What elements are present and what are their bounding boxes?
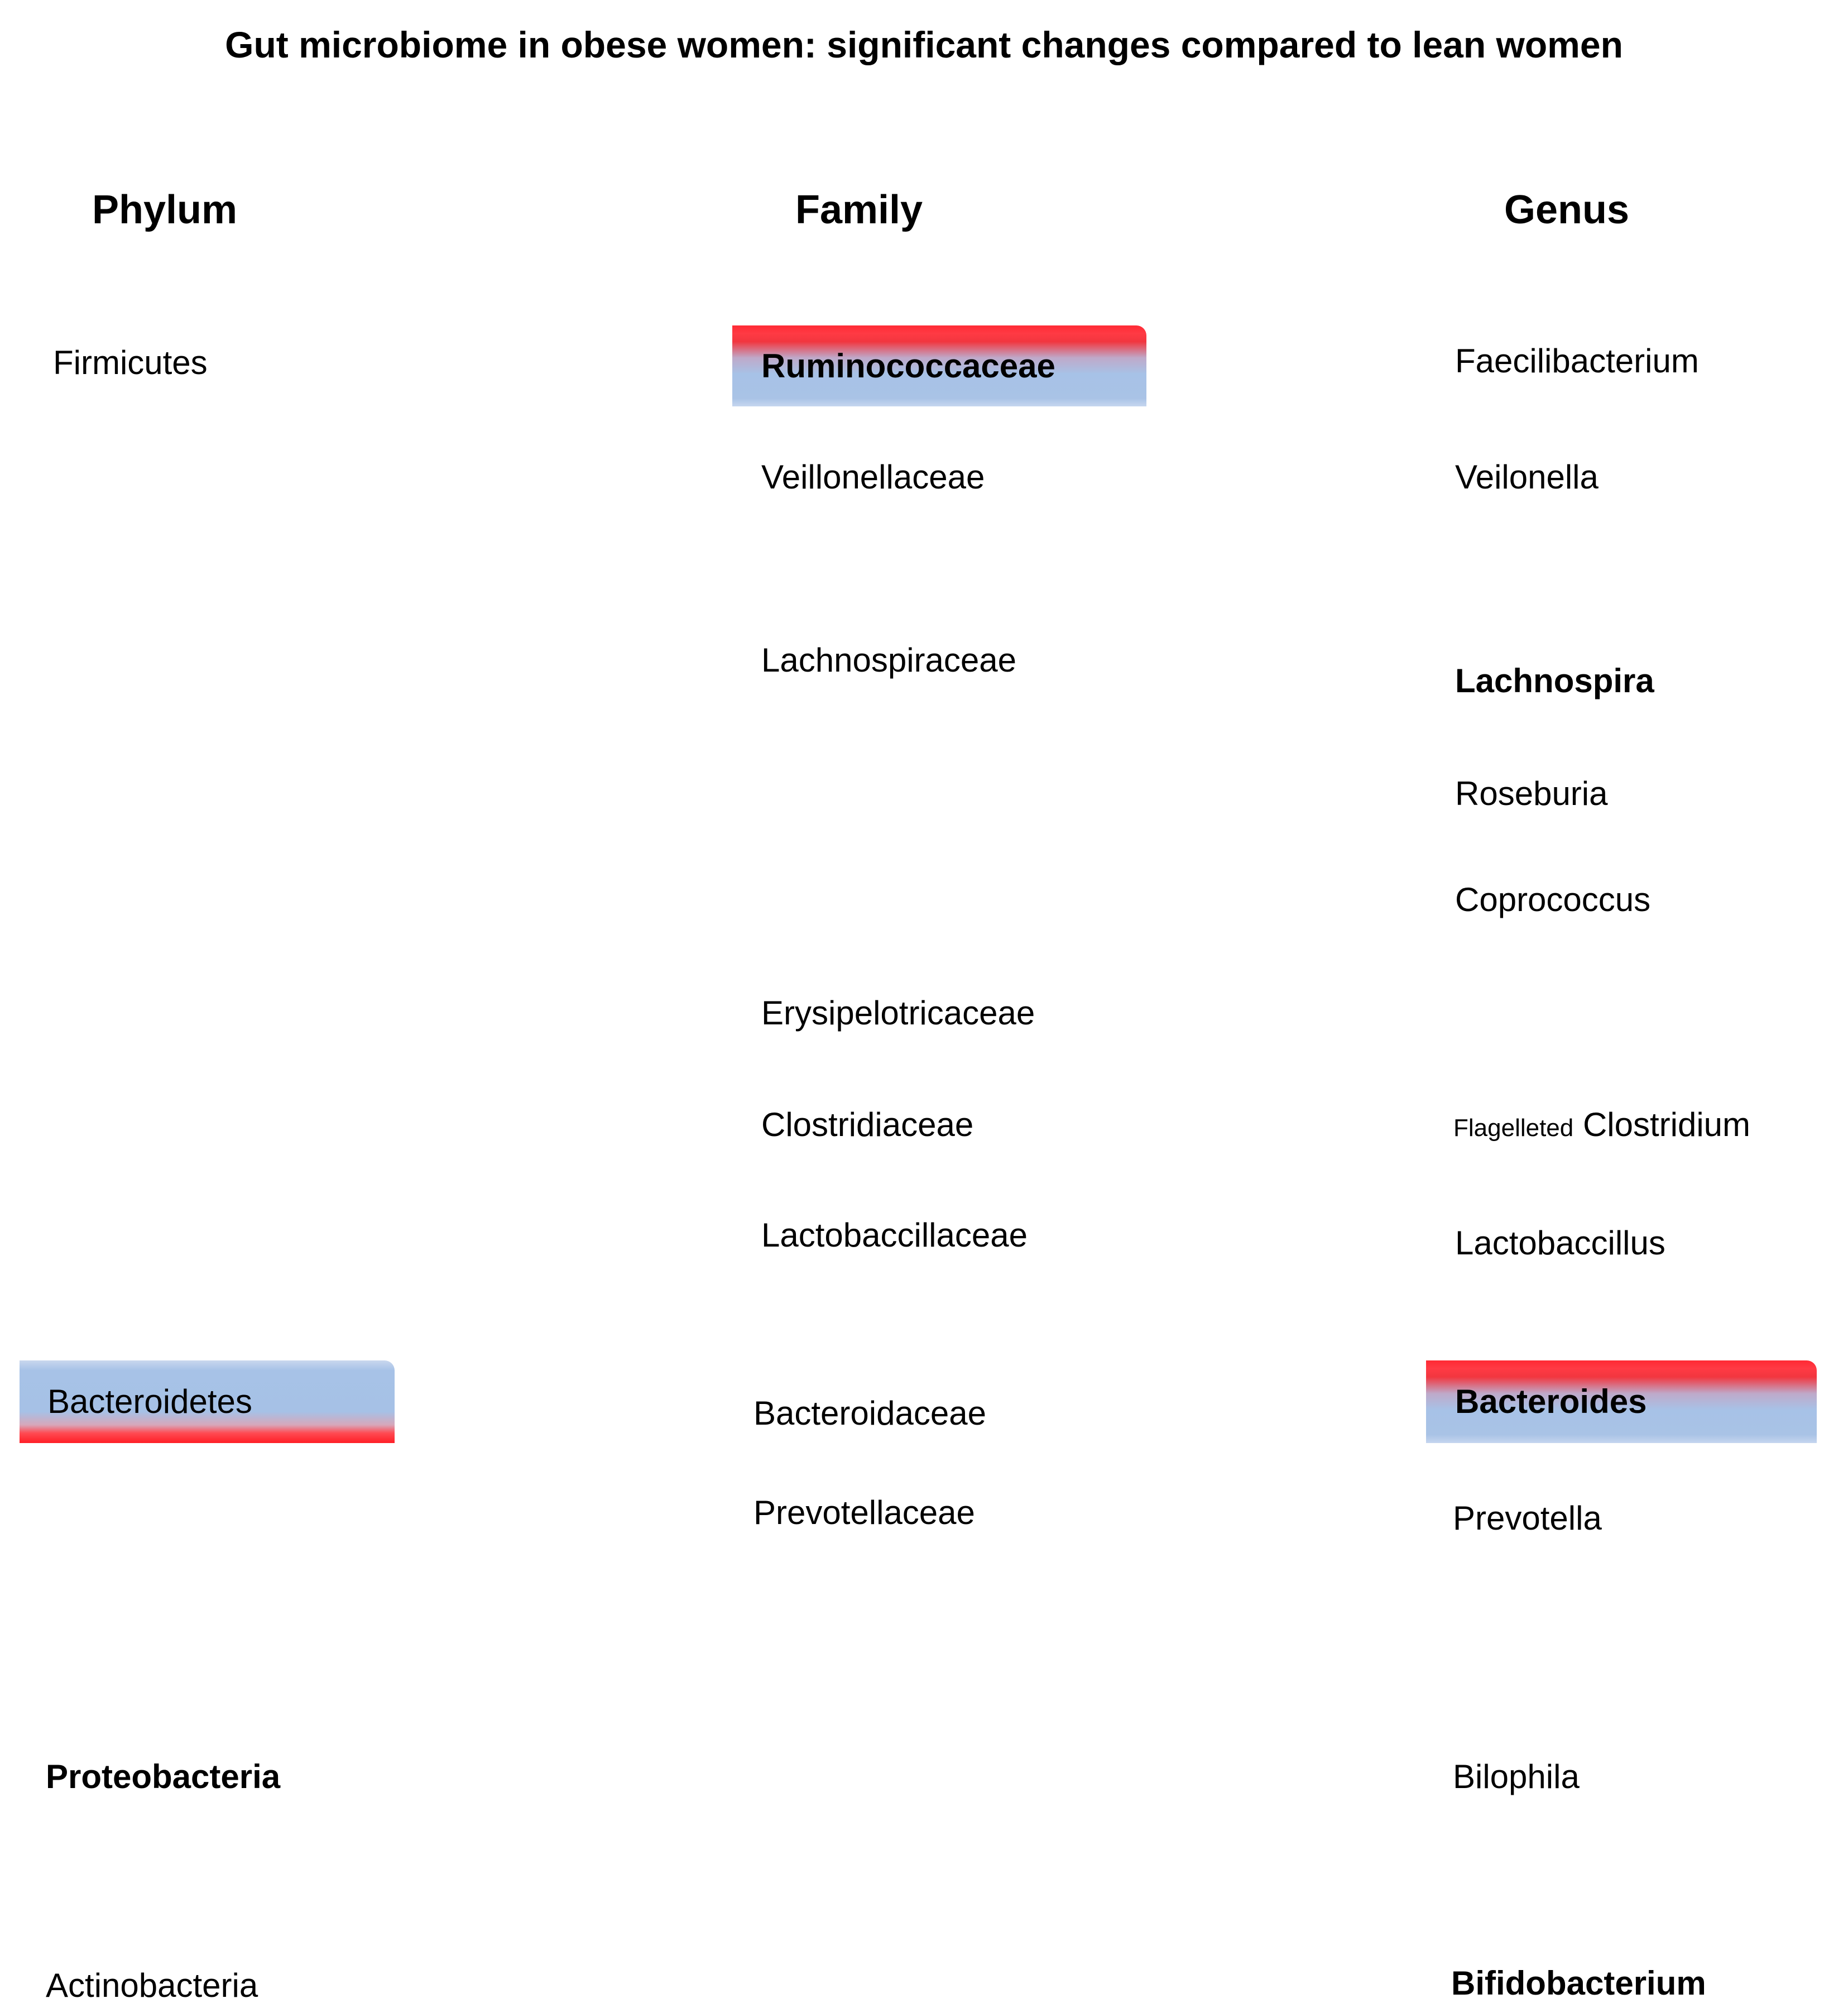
genus-bifidobacterium: Bifidobacterium: [1451, 1964, 1706, 2002]
genus-veilonella: Veilonella: [1455, 458, 1599, 496]
genus-lachnospira: Lachnospira: [1455, 662, 1654, 699]
genus-clostridium-entry: [1453, 1105, 1750, 1144]
family-header: Family: [795, 188, 923, 232]
phylum-header: Phylum: [92, 188, 238, 232]
family-lactobaccillaceae: Lactobaccillaceae: [761, 1216, 1028, 1254]
genus-bilophila: Bilophila: [1453, 1758, 1580, 1795]
genus-clostridium: Clostridium: [1582, 1106, 1750, 1143]
genus-header: Genus: [1504, 188, 1630, 232]
family-veillonellaceae: Veillonellaceae: [761, 458, 985, 496]
genus-prevotella: Prevotella: [1453, 1499, 1602, 1537]
genus-bacteroides-box: [1426, 1360, 1817, 1443]
phylum-bacteroidetes: Bacteroidetes: [47, 1383, 252, 1420]
genus-roseburia: Roseburia: [1455, 775, 1608, 812]
family-bacteroidaceae: Bacteroidaceae: [753, 1394, 986, 1432]
family-ruminococcaceae: Ruminococcaceae: [761, 347, 1055, 385]
genus-bacteroides: Bacteroides: [1455, 1383, 1647, 1420]
genus-clostridium-prefix: Flagelleted: [1453, 1114, 1574, 1142]
phylum-proteobacteria: Proteobacteria: [46, 1758, 281, 1795]
genus-lactobaccillus: Lactobaccillus: [1455, 1224, 1665, 1262]
family-erysipelotricaceae: Erysipelotricaceae: [761, 994, 1035, 1032]
genus-faecilibacterium: Faecilibacterium: [1455, 342, 1699, 380]
phylum-bacteroidetes-box: [20, 1360, 395, 1443]
phylum-firmicutes: Firmicutes: [53, 344, 208, 381]
diagram-title: Gut microbiome in obese women: significant changes compared to lean women: [225, 24, 1623, 65]
phylum-actinobacteria: Actinobacteria: [46, 1967, 258, 2004]
family-clostridiaceae: Clostridiaceae: [761, 1106, 974, 1143]
genus-coprococcus: Coprococcus: [1455, 881, 1651, 918]
family-prevotellaceae: Prevotellaceae: [753, 1494, 975, 1531]
family-ruminococcaceae-box: [732, 325, 1146, 406]
family-lachnospiraceae: Lachnospiraceae: [761, 641, 1017, 679]
